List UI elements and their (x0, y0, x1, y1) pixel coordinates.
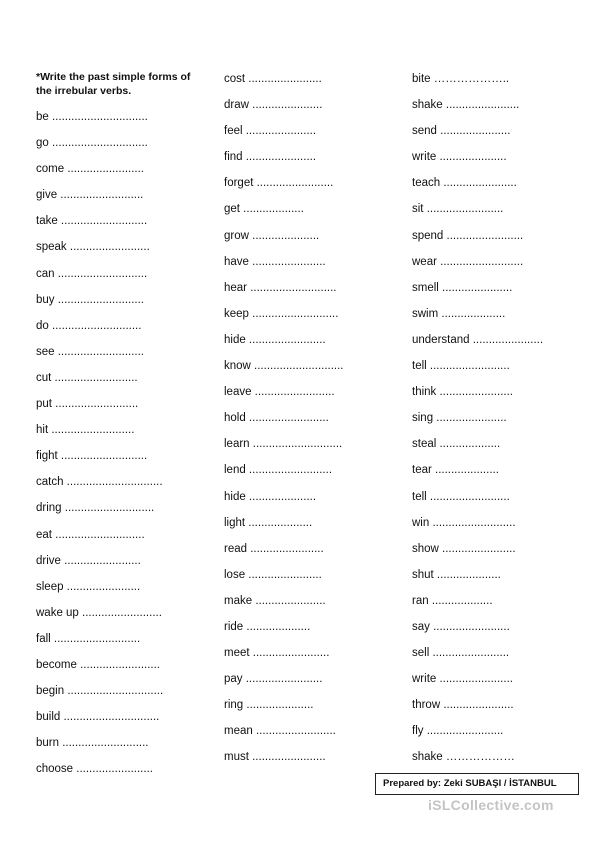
verb-item: learn ............................ (224, 438, 343, 451)
verb-column-3 (412, 71, 543, 776)
verb-item: ring ..................... (224, 699, 314, 712)
verb-item: hit .......................... (36, 424, 135, 437)
verb-item: hide ........................ (224, 333, 326, 346)
verb-item: sleep ....................... (36, 580, 141, 593)
verb-item: shut .................... (412, 568, 501, 581)
verb-item: read ....................... (224, 542, 324, 555)
verb-item: give .......................... (36, 189, 144, 202)
verb-item: burn ........................... (36, 737, 149, 750)
verb-item: feel ...................... (224, 125, 317, 138)
verb-item: fall ........................... (36, 632, 141, 645)
verb-item: teach ....................... (412, 177, 517, 190)
verb-column-1 (36, 109, 163, 787)
verb-item: eat ............................ (36, 528, 145, 541)
verb-item: light .................... (224, 516, 313, 529)
verb-column-2 (224, 71, 344, 776)
verb-item: cut .......................... (36, 371, 138, 384)
verb-item: tell ......................... (412, 360, 510, 373)
verb-item: go .............................. (36, 137, 148, 150)
verb-item: bite ……………….. (412, 73, 510, 85)
verb-item: cost ....................... (224, 73, 322, 85)
verb-item: leave ......................... (224, 386, 335, 399)
verb-item: fight ........................... (36, 450, 148, 463)
site-watermark: iSLCollective.com (428, 797, 554, 813)
verb-item: get ................... (224, 203, 304, 216)
verb-item: write ..................... (412, 151, 507, 164)
verb-item: find ...................... (224, 151, 317, 164)
verb-item: sell ........................ (412, 647, 510, 660)
verb-item: lend .......................... (224, 464, 333, 477)
verb-item: throw ...................... (412, 699, 514, 712)
verb-item: build .............................. (36, 711, 160, 724)
verb-item: mean ......................... (224, 725, 336, 738)
verb-item: hear ........................... (224, 281, 337, 294)
author-credit-box: Prepared by: Zeki SUBAŞI / İSTANBUL (375, 773, 579, 795)
worksheet-instructions: *Write the past simple forms of the irrebular verbs. (36, 71, 191, 97)
verb-item: show ....................... (412, 542, 516, 555)
verb-item: swim .................... (412, 307, 506, 320)
verb-item: understand ...................... (412, 333, 544, 346)
verb-item: spend ........................ (412, 229, 524, 242)
verb-item: lose ....................... (224, 568, 322, 581)
verb-item: know ............................ (224, 360, 344, 373)
verb-item: tell ......................... (412, 490, 510, 503)
verb-item: drive ........................ (36, 554, 141, 567)
verb-item: hold ......................... (224, 412, 329, 425)
verb-item: pay ........................ (224, 673, 323, 686)
verb-item: buy ........................... (36, 293, 145, 306)
verb-item: smell ...................... (412, 281, 513, 294)
verb-item: choose ........................ (36, 763, 153, 776)
verb-item: wear .......................... (412, 255, 524, 268)
verb-item: make ...................... (224, 594, 326, 607)
verb-item: keep ........................... (224, 307, 339, 320)
verb-item: send ...................... (412, 125, 511, 138)
verb-item: come ........................ (36, 163, 144, 176)
verb-item: speak ......................... (36, 241, 150, 254)
verb-item: draw ...................... (224, 99, 323, 112)
verb-item: say ........................ (412, 620, 510, 633)
verb-item: write ....................... (412, 673, 513, 686)
verb-item: ran ................... (412, 594, 493, 607)
verb-item: steal ................... (412, 438, 501, 451)
verb-item: take ........................... (36, 215, 148, 228)
verb-item: put .......................... (36, 398, 139, 411)
verb-item: fly ........................ (412, 725, 504, 738)
verb-item: have ....................... (224, 255, 326, 268)
verb-item: wake up ......................... (36, 606, 162, 619)
verb-item: tear .................... (412, 464, 499, 477)
verb-item: shake ……………… (412, 751, 515, 764)
verb-item: forget ........................ (224, 177, 334, 190)
verb-item: can ............................ (36, 267, 148, 280)
verb-item: sing ...................... (412, 412, 507, 425)
verb-item: meet ........................ (224, 647, 330, 660)
verb-item: grow ..................... (224, 229, 320, 242)
verb-item: be .............................. (36, 111, 148, 123)
verb-item: catch .............................. (36, 476, 163, 489)
verb-item: win .......................... (412, 516, 516, 529)
verb-item: sit ........................ (412, 203, 504, 216)
verb-item: see ........................... (36, 345, 145, 358)
verb-item: must ....................... (224, 751, 326, 764)
verb-item: think ....................... (412, 386, 513, 399)
verb-item: do ............................ (36, 319, 142, 332)
verb-item: become ......................... (36, 658, 160, 671)
verb-item: shake ....................... (412, 99, 520, 112)
verb-item: hide ..................... (224, 490, 317, 503)
verb-item: dring ............................ (36, 502, 155, 515)
verb-item: begin .............................. (36, 685, 164, 698)
verb-item: ride .................... (224, 620, 311, 633)
